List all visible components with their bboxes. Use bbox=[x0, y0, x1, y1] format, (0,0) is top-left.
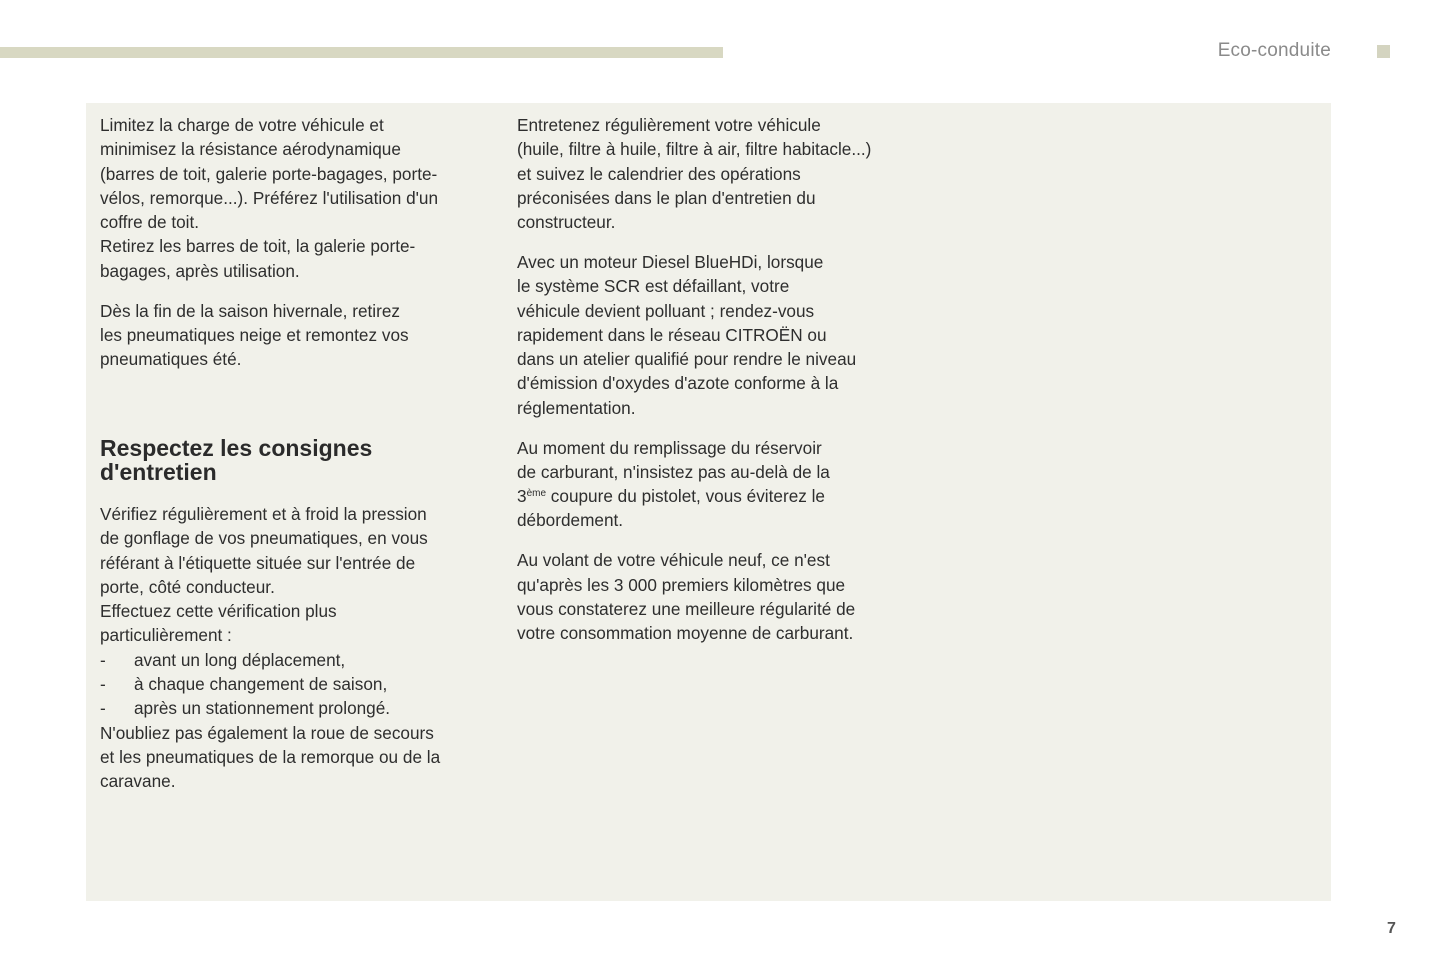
bullet-dash: - bbox=[100, 674, 106, 695]
paragraph-winter-tyres bbox=[100, 299, 480, 372]
text-line: Vérifiez régulièrement et à froid la pression bbox=[100, 503, 427, 524]
text-line: rapidement dans le réseau CITROËN ou bbox=[517, 324, 827, 345]
bullet-dash: - bbox=[100, 649, 106, 670]
text-line: d'émission d'oxydes d'azote conforme à la bbox=[517, 373, 839, 394]
text-line: vous constaterez une meilleure régularité de bbox=[517, 598, 856, 619]
text-line: de carburant, n'insistez pas au-delà de la bbox=[517, 461, 830, 482]
text-line: de gonflage de vos pneumatiques, en vous bbox=[100, 528, 428, 549]
text-line bbox=[517, 484, 917, 508]
header-decorative-bar bbox=[0, 47, 723, 58]
text-line: pneumatiques été. bbox=[100, 349, 242, 370]
text-line: (barres de toit, galerie porte-bagages, porte- bbox=[100, 163, 438, 184]
list-item-text: après un stationnement prolongé. bbox=[134, 698, 391, 719]
paragraph-tyre-pressure bbox=[100, 502, 480, 794]
text-line: Entretenez régulièrement votre véhicule bbox=[517, 115, 821, 135]
list-item-text: à chaque changement de saison, bbox=[134, 674, 388, 695]
list-item-text: avant un long déplacement, bbox=[134, 649, 346, 670]
text-line: Au moment du remplissage du réservoir bbox=[517, 437, 822, 458]
text-line: Limitez la charge de votre véhicule et bbox=[100, 115, 384, 135]
text-line: Effectuez cette vérification plus bbox=[100, 601, 337, 622]
text-fragment: coupure du pistolet, vous éviterez le bbox=[546, 486, 825, 507]
text-line: minimisez la résistance aérodynamique bbox=[100, 139, 401, 160]
paragraph-refuelling bbox=[517, 436, 917, 533]
text-line: les pneumatiques neige et remontez vos bbox=[100, 324, 409, 345]
maintenance-heading bbox=[100, 436, 480, 484]
text-line: (huile, filtre à huile, filtre à air, filtre habitacle...) bbox=[517, 139, 872, 160]
text-line: constructeur. bbox=[517, 212, 616, 233]
text-line: véhicule devient polluant ; rendez-vous bbox=[517, 300, 815, 321]
list-item bbox=[100, 648, 480, 672]
paragraph-maintenance bbox=[517, 113, 917, 234]
text-line: et suivez le calendrier des opérations bbox=[517, 163, 801, 184]
paragraph-new-vehicle bbox=[517, 548, 917, 645]
text-line: caravane. bbox=[100, 771, 176, 792]
paragraph-vehicle-load bbox=[100, 113, 480, 283]
list-item bbox=[100, 672, 480, 696]
spacer bbox=[100, 387, 480, 436]
text-line: vélos, remorque...). Préférez l'utilisation d'un bbox=[100, 187, 439, 208]
text-line: N'oubliez pas également la roue de secours bbox=[100, 722, 434, 743]
section-title: Eco-conduite bbox=[1217, 40, 1331, 61]
paragraph-bluehdi bbox=[517, 250, 917, 420]
list-item bbox=[100, 696, 480, 720]
text-line: bagages, après utilisation. bbox=[100, 260, 300, 281]
text-line: dans un atelier qualifié pour rendre le niveau bbox=[517, 349, 857, 370]
ordinal-suffix: ème bbox=[526, 488, 547, 500]
left-column bbox=[100, 113, 480, 794]
text-line: réglementation. bbox=[517, 397, 636, 418]
bullet-dash: - bbox=[100, 698, 106, 719]
text-line: porte, côté conducteur. bbox=[100, 576, 275, 597]
heading-line: d'entretien bbox=[100, 458, 217, 485]
text-line: préconisées dans le plan d'entretien du bbox=[517, 187, 816, 208]
text-line: Retirez les barres de toit, la galerie porte- bbox=[100, 236, 416, 257]
text-line: Dès la fin de la saison hivernale, retirez bbox=[100, 300, 400, 321]
text-line: référant à l'étiquette située sur l'entrée de bbox=[100, 552, 416, 573]
content-panel bbox=[86, 103, 1331, 901]
text-line: coffre de toit. bbox=[100, 212, 200, 233]
text-line: qu'après les 3 000 premiers kilomètres que bbox=[517, 574, 846, 595]
ordinal-number: 3 bbox=[517, 486, 527, 507]
text-line: Avec un moteur Diesel BlueHDi, lorsque bbox=[517, 251, 824, 272]
middle-column bbox=[517, 113, 917, 661]
text-line: débordement. bbox=[517, 510, 624, 531]
text-line: le système SCR est défaillant, votre bbox=[517, 276, 790, 297]
heading-line: Respectez les consignes bbox=[100, 434, 373, 461]
text-line: Au volant de votre véhicule neuf, ce n'est bbox=[517, 550, 830, 571]
text-line: et les pneumatiques de la remorque ou de la bbox=[100, 746, 441, 767]
section-marker-square bbox=[1377, 45, 1390, 58]
text-line: votre consommation moyenne de carburant. bbox=[517, 623, 854, 644]
text-line: particulièrement : bbox=[100, 625, 232, 646]
page-number: 7 bbox=[1387, 920, 1396, 937]
